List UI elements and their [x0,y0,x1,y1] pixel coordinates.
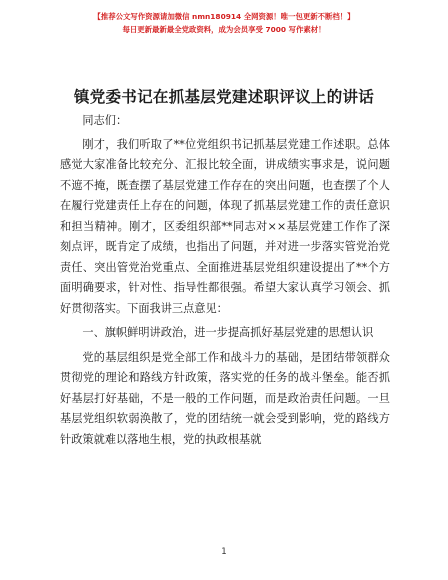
promo-banner [0,10,448,36]
document-title: 镇党委书记在抓基层党建述职评议上的讲话 [73,87,375,106]
document-body [60,111,390,450]
body-paragraph: 刚才，我们听取了**位党组织书记抓基层党建工作述职。总体感觉大家准备比较充分、汇报比较全面，讲成绩实事求是，说问题不遮不掩，既查摆了基层党建工作存在的突出问题，也查摆了个人在履行党建责任上存在的问题，体现了抓基层党建工作的责任意识和担当精神。刚才，区委组织部**同志对××基层党建工作作了深刻点评，既肯定了成绩，也指出了问题，并对进一步落实管党治党责任、突出管党治党重点、全面推进基层党组织建设提出了**个方面明确要求，针对性、指导性都很强。希望大家认真学习领会、抓好贯彻落实。下面我讲三点意见： [60,137,390,315]
section-paragraph: 党的基层组织是党全部工作和战斗力的基础，是团结带领群众贯彻党的理论和路线方针政策，落实党的任务的战斗堡垒。能否抓好基层打好基础，不是一般的工作问题，而是政治责任问题。一旦基层党组织软弱涣散了，党的团结统一就会受到影响，党的路线方针政策就难以落地生根，党的执政根基就 [60,350,390,446]
page-number: 1 [221,547,227,557]
section-heading: 一、旗帜鲜明讲政治，进一步提高抓好基层党建的思想认识 [82,326,374,339]
promo-banner-line-1: 【推荐公文写作资源请加微信 nmn180914 全网资源！唯一包更新不断档！】 [93,12,355,21]
promo-banner-line-2: 每日更新最新最全党政资料，成为会员享受 7000 写作素材！ [122,25,326,34]
salutation: 同志们： [82,114,128,127]
